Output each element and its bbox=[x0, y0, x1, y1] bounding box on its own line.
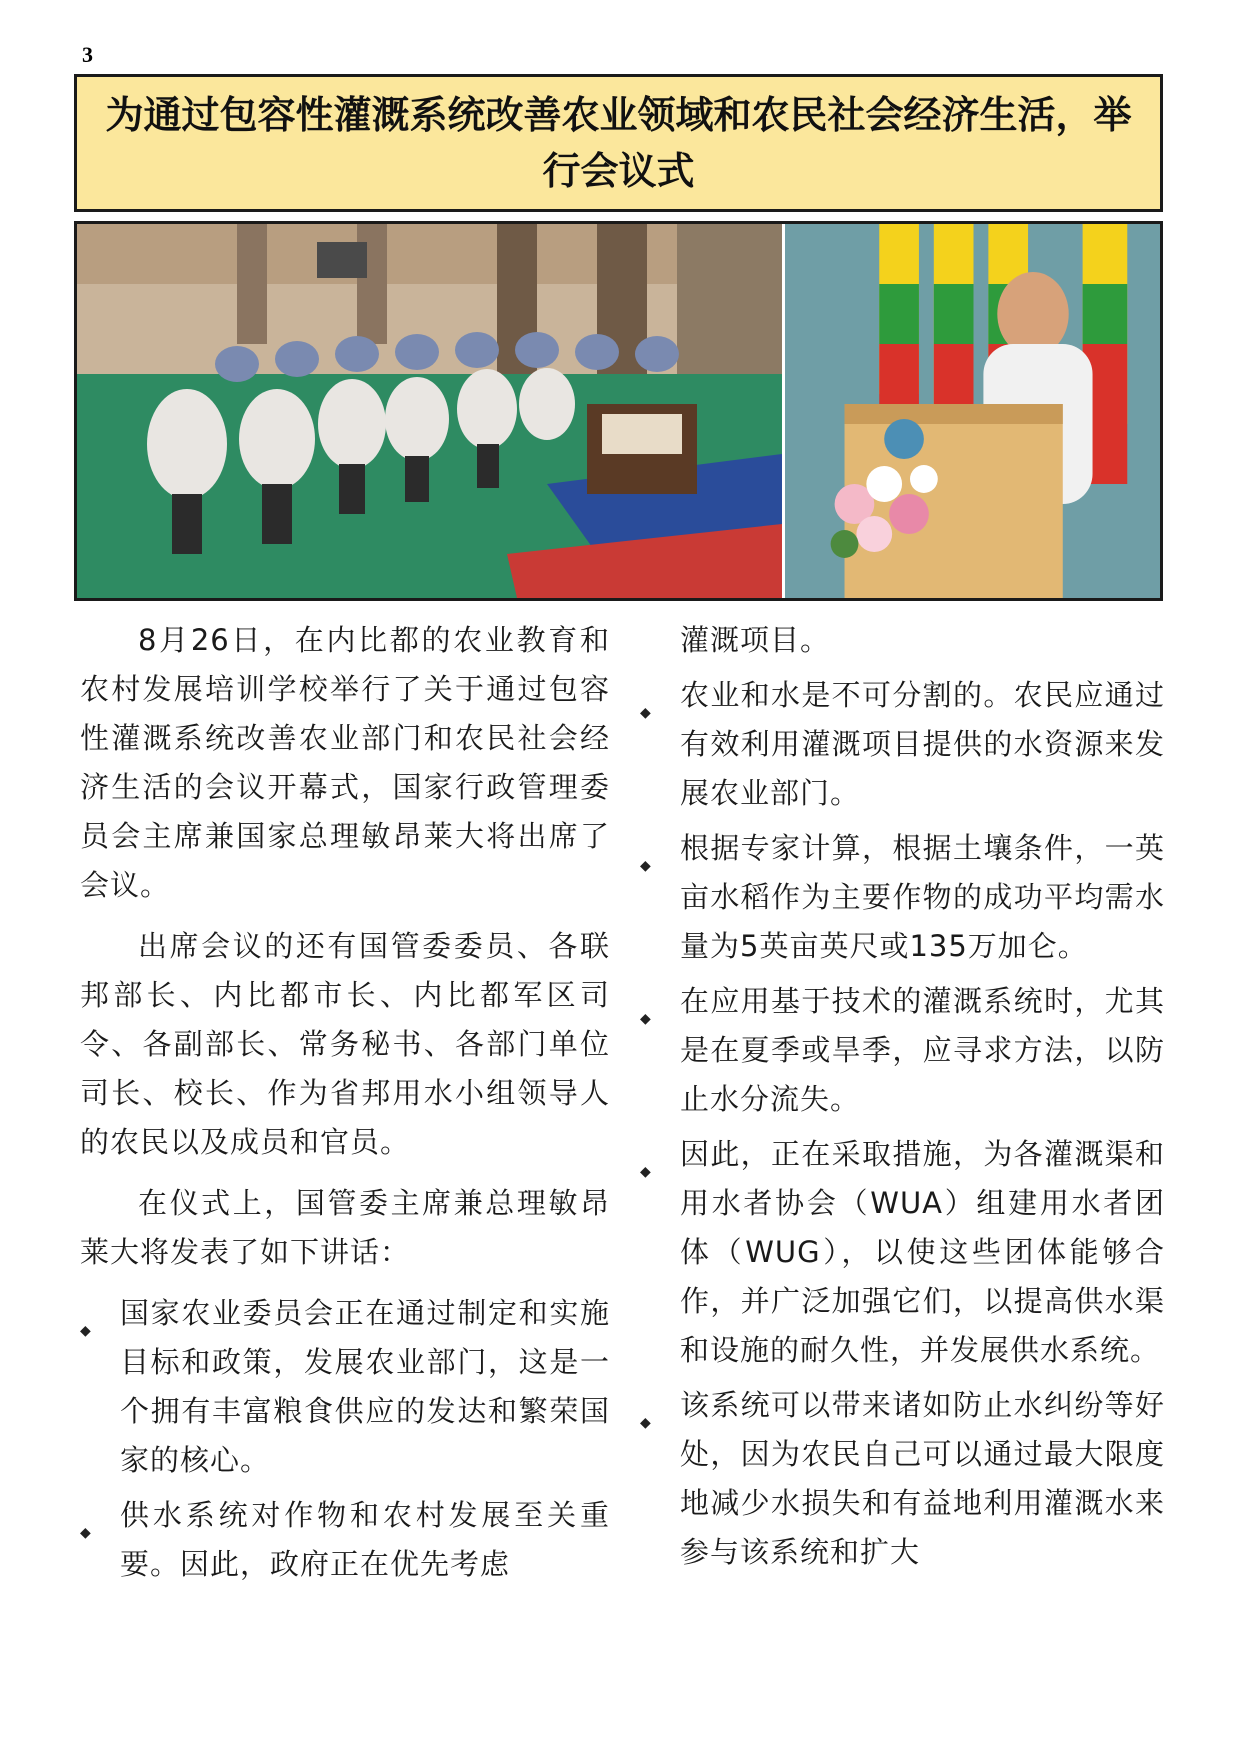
list-item-continuation bbox=[640, 616, 1165, 665]
page-number: 3 bbox=[82, 42, 93, 67]
list-item-text: 该系统可以带来诸如防止水纠纷等好处，因为农民自己可以通过最大限度地减少水损失和有益地利用灌溉水来参与该系统和扩大 bbox=[680, 1388, 1165, 1569]
list-item bbox=[640, 1130, 1165, 1375]
list-item-text: 国家农业委员会正在通过制定和实施目标和政策，发展农业部门，这是一个拥有丰富粮食供应的发达和繁荣国家的核心。 bbox=[120, 1296, 610, 1477]
list-item bbox=[80, 1491, 610, 1589]
bullet-icon: ◆ bbox=[640, 1415, 652, 1431]
bullet-icon: ◆ bbox=[640, 705, 652, 721]
headline-box bbox=[74, 74, 1163, 212]
intro-paragraph: 8月26日，在内比都的农业教育和农村发展培训学校举行了关于通过包容性灌溉系统改善农业部门和农民社会经济生活的会议开幕式，国家行政管理委员会主席兼国家总理敏昂莱大将出席了会议。 bbox=[80, 623, 610, 902]
speaker-podium-photo bbox=[785, 224, 1160, 598]
list-item bbox=[640, 671, 1165, 818]
list-item bbox=[640, 824, 1165, 971]
speech-intro-paragraph: 在仪式上，国管委主席兼总理敏昂莱大将发表了如下讲话： bbox=[80, 1186, 610, 1269]
bullet-icon: ◆ bbox=[640, 858, 652, 874]
bullet-spacer bbox=[640, 616, 680, 665]
speaker-photo-illustration bbox=[785, 224, 1160, 598]
list-item-text: 供水系统对作物和农村发展至关重要。因此，政府正在优先考虑 bbox=[120, 1498, 610, 1581]
list-item-text: 因此，正在采取措施，为各灌溉渠和用水者协会（WUA）组建用水者团体（WUG），以使这些团体能够合作，并广泛加强它们，以提高供水渠和设施的耐久性，并发展供水系统。 bbox=[680, 1137, 1165, 1367]
bullet-icon: ◆ bbox=[640, 1164, 652, 1180]
bullet-icon: ◆ bbox=[80, 1323, 92, 1339]
photo-strip bbox=[74, 221, 1163, 601]
bullet-icon: ◆ bbox=[80, 1525, 92, 1541]
list-item-text: 在应用基于技术的灌溉系统时，尤其是在夏季或旱季，应寻求方法，以防止水分流失。 bbox=[680, 984, 1165, 1116]
attendees-paragraph: 出席会议的还有国管委委员、各联邦部长、内比都市长、内比都军区司令、各副部长、常务秘书、各部门单位司长、校长、作为省邦用水小组领导人的农民以及成员和官员。 bbox=[80, 929, 610, 1159]
right-column bbox=[640, 616, 1165, 1583]
headline: 为通过包容性灌溉系统改善农业领域和农民社会经济生活，举行会议式 bbox=[105, 93, 1132, 193]
list-item-text: 根据专家计算，根据土壤条件，一英亩水稻作为主要作物的成功平均需水量为5英亩英尺或135万加仑。 bbox=[680, 831, 1165, 963]
list-item bbox=[80, 1289, 610, 1485]
audience-photo bbox=[77, 224, 785, 598]
list-item-text: 农业和水是不可分割的。农民应通过有效利用灌溉项目提供的水资源来发展农业部门。 bbox=[680, 678, 1165, 810]
list-item bbox=[640, 1381, 1165, 1577]
list-item bbox=[640, 977, 1165, 1124]
bullet-icon: ◆ bbox=[640, 1011, 652, 1027]
left-column bbox=[80, 616, 610, 1595]
audience-photo-illustration bbox=[77, 224, 782, 598]
continuation-text: 灌溉项目。 bbox=[680, 623, 831, 657]
